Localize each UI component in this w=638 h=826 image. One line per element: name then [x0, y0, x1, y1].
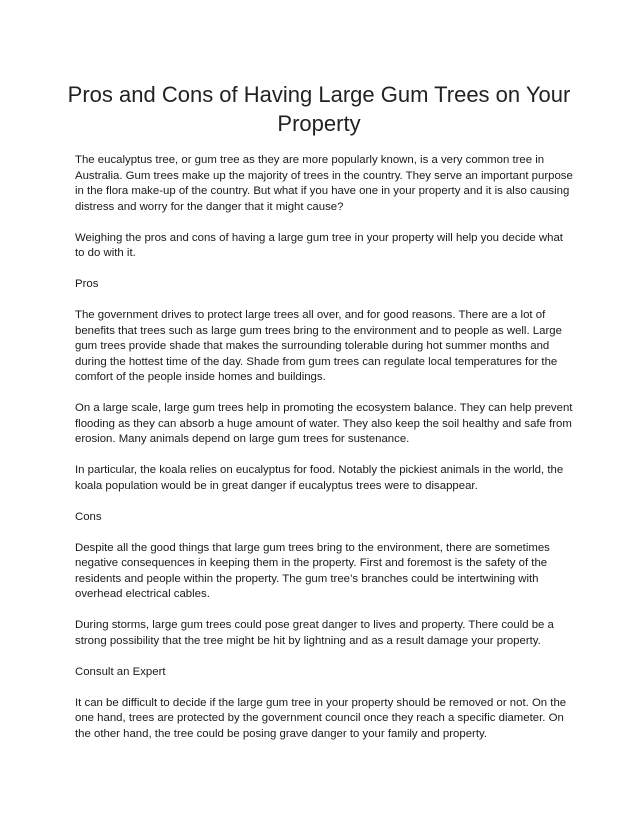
document-body [75, 153, 575, 742]
purpose-paragraph: Weighing the pros and cons of having a large gum tree in your property will help you decide what to do with it. [75, 231, 563, 259]
consult-paragraph: It can be difficult to decide if the large gum tree in your property should be removed or not. On the one hand, trees are protected by the government council once they reach a specific diameter. On the other hand, the tree could be posing grave danger to your family and property. [75, 696, 567, 740]
consult-heading: Consult an Expert [75, 665, 166, 678]
page-title: Pros and Cons of Having Large Gum Trees on Your Property [67, 82, 571, 136]
pros-heading: Pros [75, 278, 99, 290]
pros-paragraph-koala: In particular, the koala relies on eucalyptus for food. Notably the pickiest animals in the world, the koala population would be in great danger if eucalyptus trees were to disappear. [75, 464, 564, 492]
cons-paragraph-storms: During storms, large gum trees could pose great danger to lives and property. There could be a strong possibility that the tree might be hit by lightning and as a result damage your property. [75, 619, 554, 647]
pros-paragraph-ecosystem: On a large scale, large gum trees help in promoting the ecosystem balance. They can help prevent flooding as they can absorb a huge amount of water. They also keep the soil healthy and safe from erosion. Many animals depend on large gum trees for sustenance. [75, 402, 573, 445]
pros-paragraph-shade: The government drives to protect large trees all over, and for good reasons. There are a lot of benefits that trees such as large gum trees bring to the environment and to people as well. Large gum trees provide shade that makes the surrounding tolerable during hot summer months and during the hottest time of the day. Shade from gum trees can regulate local temperatures for the comfort of the people inside homes and buildings. [75, 309, 562, 383]
cons-paragraph-safety: Despite all the good things that large gum trees bring to the environment, there are sometimes negative consequences in keeping them in the property. First and foremost is the safety of the residents and people within the property. The gum tree’s branches could be intertwining with overhead electrical cables. [75, 541, 550, 600]
cons-heading: Cons [75, 510, 102, 523]
intro-paragraph: The eucalyptus tree, or gum tree as they are more popularly known, is a very common tree in Australia. Gum trees make up the majority of trees in the country. They serve an important purpose in the flora make-up of the country. But what if you have one in your property and it is also causing distress and worry for the danger that it might cause? [75, 154, 573, 213]
